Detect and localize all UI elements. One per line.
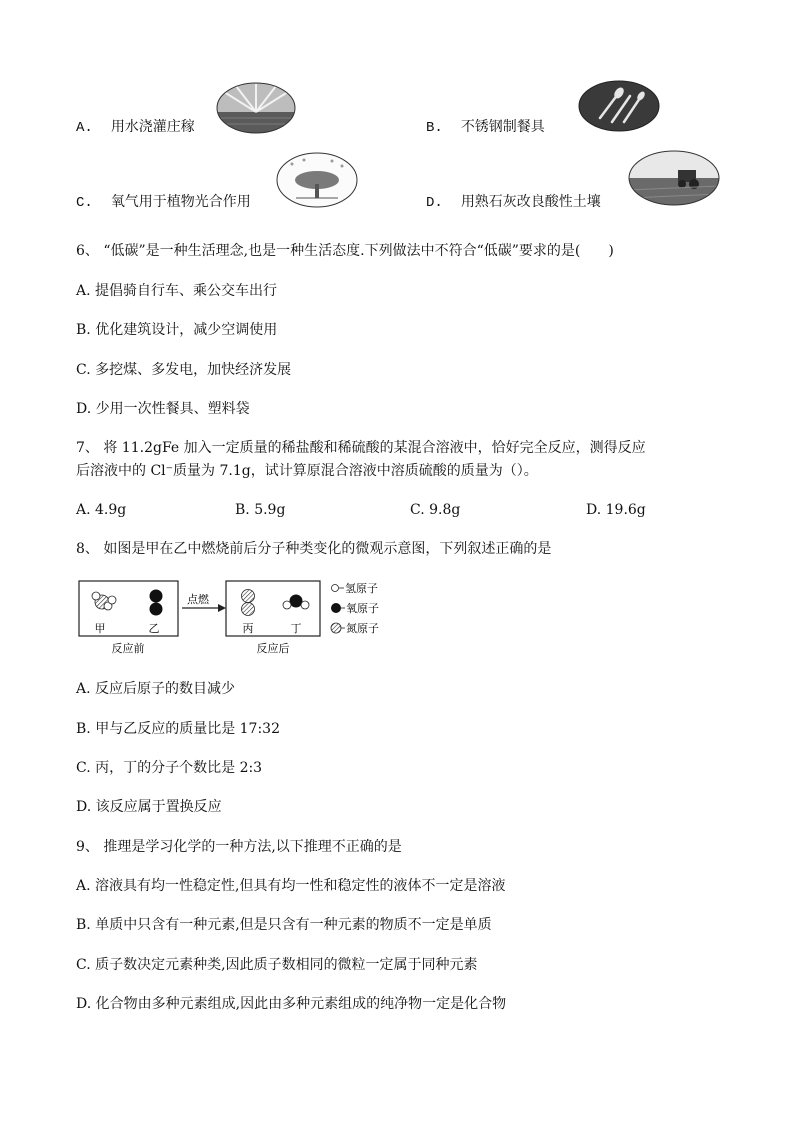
irrigation-image	[216, 82, 296, 134]
q9-option-a: A. 溶液具有均一性稳定性,但具有均一性和稳定性的液体不一定是溶液	[76, 878, 506, 894]
q7-option-d: D. 19.6g	[586, 502, 646, 518]
q6-option-c: C. 多挖煤、多发电，加快经济发展	[76, 362, 292, 378]
molecule-bing	[242, 590, 255, 616]
caption-before: 反应前	[111, 642, 145, 655]
legend	[331, 581, 379, 635]
q7-option-b: B. 5.9g	[235, 502, 286, 518]
legend-nitrogen: 氮原子	[346, 622, 379, 635]
q5-option-c: C. 氧气用于植物光合作用	[76, 194, 251, 211]
q9-option-c: C. 质子数决定元素种类,因此质子数相同的微粒一定属于同种元素	[76, 957, 478, 973]
q6-option-d: D. 少用一次性餐具、塑料袋	[76, 401, 250, 417]
q8-option-d: D. 该反应属于置换反应	[76, 799, 222, 815]
q6-option-a: A. 提倡骑自行车、乘公交车出行	[76, 283, 278, 299]
q8-stem: 8、 如图是甲在乙中燃烧前后分子种类变化的微观示意图，下列叙述正确的是	[76, 541, 552, 557]
photosynthesis-image	[276, 152, 358, 208]
q7-option-c: C. 9.8g	[410, 502, 461, 518]
caption-after: 反应后	[256, 642, 290, 655]
q6-option-b: B. 优化建筑设计，减少空调使用	[76, 322, 278, 338]
q5-option-d: D. 用熟石灰改良酸性土壤	[426, 194, 601, 211]
q7-option-a: A. 4.9g	[76, 502, 127, 518]
q5-option-b: B. 不锈钢制餐具	[426, 119, 545, 136]
legend-oxygen: 氧原子	[346, 602, 379, 615]
q6-stem: 6、 “低碳”是一种生活理念,也是一种生活态度.下列做法中不符合“低碳”要求的是( )	[76, 243, 614, 259]
cutlery-image	[578, 80, 660, 132]
q8-option-b: B. 甲与乙反应的质量比是 17:32	[76, 721, 280, 737]
q8-option-c: C. 丙，丁的分子个数比是 2:3	[76, 760, 263, 776]
molecule-jia	[92, 592, 116, 610]
q9-option-d: D. 化合物由多种元素组成,因此由多种元素组成的纯净物一定是化合物	[76, 996, 507, 1012]
arrow-label: 点燃	[187, 593, 209, 606]
label-jia: 甲	[94, 622, 106, 635]
q9-option-b: B. 单质中只含有一种元素,但是只含有一种元素的物质不一定是单质	[76, 917, 492, 933]
molecule-ding	[283, 595, 309, 610]
q8-option-a: A. 反应后原子的数目减少	[76, 681, 236, 697]
label-bing: 丙	[242, 622, 254, 635]
legend-hydrogen: 氢原子	[345, 582, 378, 595]
q5-option-a: A. 用水浇灌庄稼	[76, 119, 195, 136]
label-yi: 乙	[148, 622, 160, 635]
farm-tractor-image	[628, 150, 720, 206]
reaction-diagram	[78, 578, 398, 658]
molecule-yi	[150, 590, 163, 616]
label-ding: 丁	[290, 622, 302, 635]
q9-stem: 9、 推理是学习化学的一种方法,以下推理不正确的是	[76, 839, 402, 855]
q7-stem-line2: 后溶液中的 Cl⁻质量为 7.1g，试计算原混合溶液中溶质硫酸的质量为（）。	[76, 463, 538, 479]
q7-stem-line1: 7、 将 11.2gFe 加入一定质量的稀盐酸和稀硫酸的某混合溶液中，恰好完全反应，测得反应	[76, 440, 646, 456]
